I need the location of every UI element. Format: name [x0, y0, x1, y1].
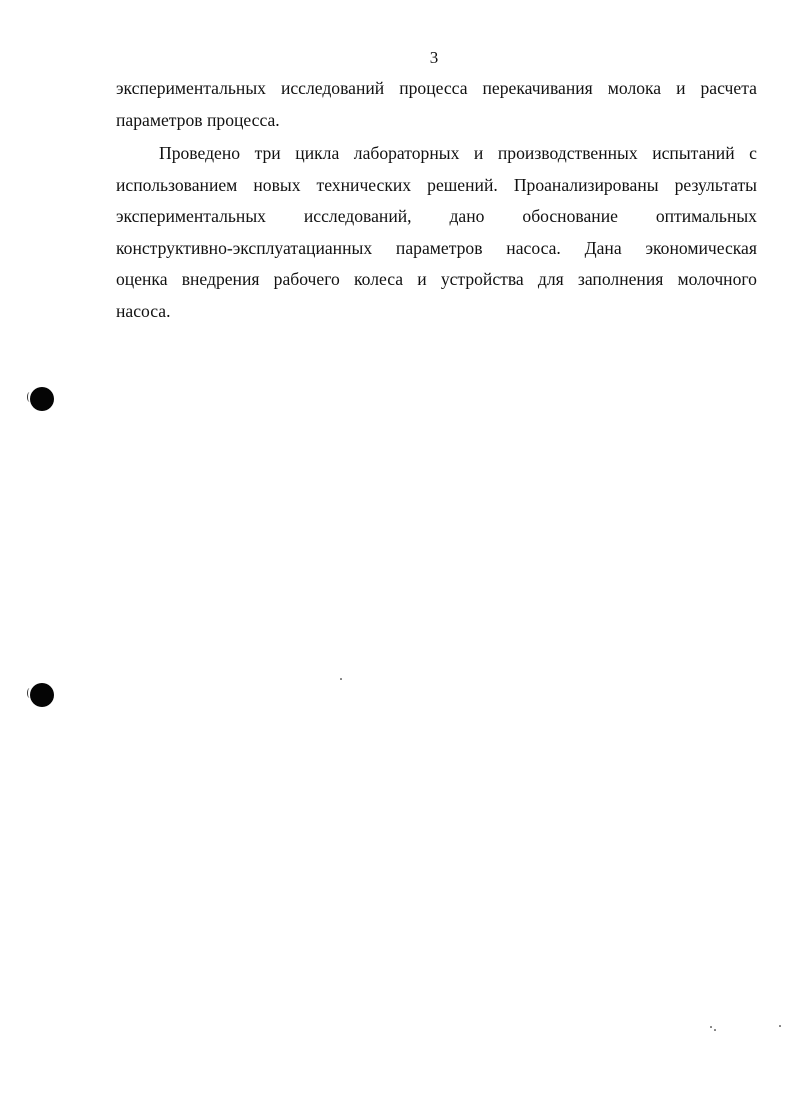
word: решений.: [427, 174, 498, 195]
word: насоса.: [506, 237, 561, 258]
word: оценка: [116, 269, 168, 289]
page-number: 3: [429, 48, 439, 67]
word: исследований: [280, 78, 385, 98]
word: с: [749, 143, 757, 163]
word: устройства: [440, 269, 524, 289]
word: экономическая: [645, 237, 757, 258]
word: использованием: [116, 174, 238, 195]
word: и: [417, 269, 427, 289]
word: процесса: [399, 78, 468, 98]
word: экспериментальных: [116, 206, 266, 226]
paragraph-1: [116, 73, 757, 136]
text-line: [116, 296, 757, 328]
scan-speck: [779, 1025, 781, 1027]
text-line: [116, 201, 757, 233]
word: для: [537, 269, 564, 289]
word: параметров: [395, 237, 483, 258]
text-line: [116, 264, 757, 296]
word: три: [254, 143, 281, 163]
text-line: [116, 138, 757, 170]
word: технических: [316, 174, 412, 195]
punch-hole-mark: [30, 683, 54, 707]
word: дано: [449, 206, 485, 226]
word: колеса: [353, 269, 404, 289]
word: молочного: [677, 269, 757, 289]
word: исследований,: [303, 206, 412, 226]
word: и: [676, 78, 686, 98]
word: испытаний: [652, 143, 735, 163]
word: насоса.: [116, 300, 171, 321]
word: цикла: [295, 143, 340, 163]
word: перекачивания: [482, 78, 593, 98]
text-line: [116, 233, 757, 265]
document-body: [116, 73, 757, 327]
word: обоснование: [522, 206, 618, 226]
word: внедрения: [181, 269, 260, 289]
word: расчета: [700, 78, 757, 98]
word: оптимальных: [655, 206, 757, 226]
scan-speck: [710, 1026, 712, 1028]
word: и: [473, 143, 484, 163]
word: лабораторных: [353, 143, 460, 163]
word: Проанализированы: [513, 174, 659, 195]
word: производственных: [497, 143, 638, 163]
word: параметров процесса.: [116, 109, 280, 130]
paragraph-2: [116, 138, 757, 327]
word: молока: [607, 78, 662, 98]
text-line: [116, 73, 757, 105]
word: результаты: [674, 174, 757, 195]
word: новых: [253, 174, 301, 195]
text-line: [116, 170, 757, 202]
scan-speck: [340, 678, 342, 680]
word: Дана: [584, 237, 622, 258]
punch-hole-mark: [30, 387, 54, 411]
word: Проведено: [159, 143, 241, 163]
word: рабочего: [273, 269, 340, 289]
word: экспериментальных: [116, 78, 266, 98]
scan-speck: [714, 1029, 716, 1031]
text-line: [116, 105, 757, 137]
word: заполнения: [577, 269, 664, 289]
word: конструктивно-эксплуатацианных: [116, 237, 373, 258]
